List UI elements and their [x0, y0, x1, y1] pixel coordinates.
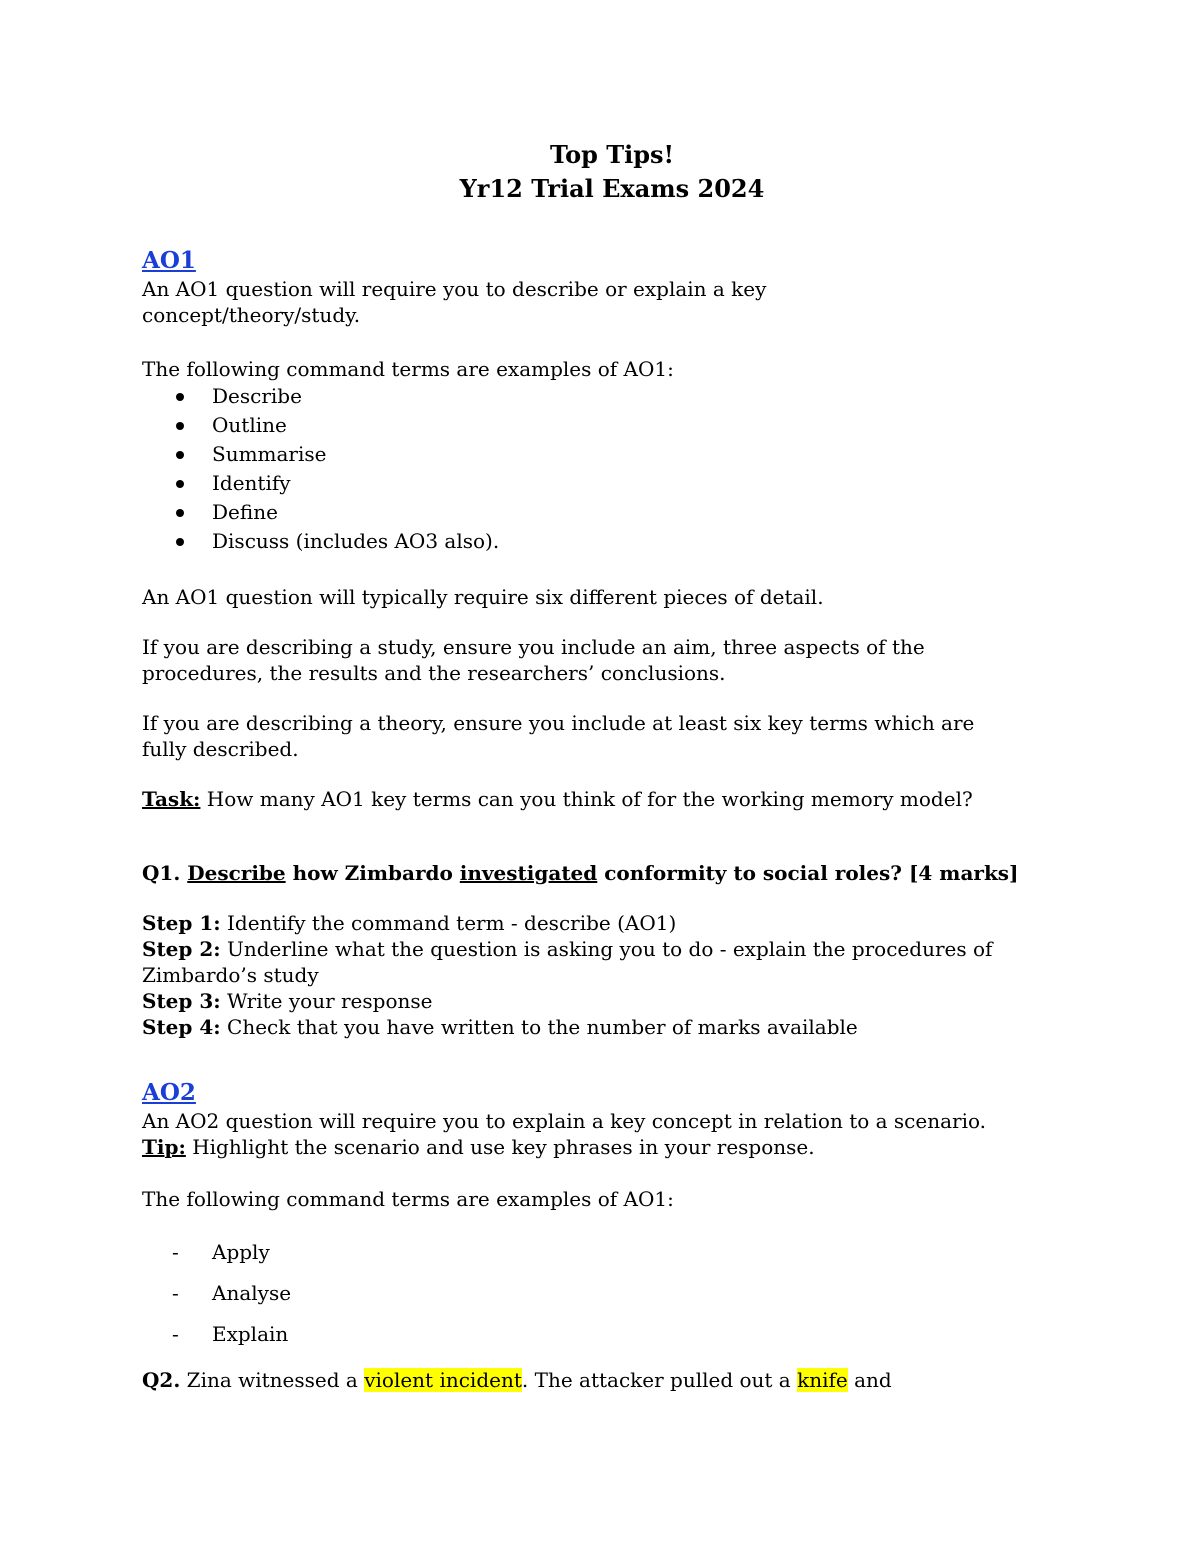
list-item: Identify	[142, 469, 1082, 498]
bullet-icon	[176, 509, 184, 517]
step-4: Step 4: Check that you have written to the number of marks available	[142, 1015, 858, 1039]
dash-icon: -	[172, 1322, 179, 1346]
step-1: Step 1: Identify the command term - describe (AO1)	[142, 911, 677, 935]
step-2: Step 2: Underline what the question is asking you to do - explain the procedures of	[142, 937, 993, 961]
list-item: Summarise	[142, 440, 1082, 469]
dash-icon: -	[172, 1240, 179, 1264]
list-item: - Explain	[142, 1314, 1082, 1355]
task-label: Task:	[142, 787, 201, 811]
list-item: Define	[142, 498, 1082, 527]
bullet-icon	[176, 451, 184, 459]
q1-command-term: Describe	[187, 861, 286, 885]
step-2-continued: Zimbardo’s study	[142, 963, 319, 987]
highlight-knife: knife	[797, 1368, 848, 1392]
highlight-violent-incident: violent incident	[364, 1368, 522, 1392]
q1-focus-term: investigated	[459, 861, 598, 885]
bullet-icon	[176, 393, 184, 401]
q1-question: Q1. Describe how Zimbardo investigated conformity to social roles? [4 marks]	[142, 861, 1019, 885]
step-3: Step 3: Write your response	[142, 989, 433, 1013]
bullet-icon	[176, 538, 184, 546]
ao2-intro: An AO2 question will require you to explain a key concept in relation to a scenario.	[142, 1109, 987, 1133]
tip-text: Highlight the scenario and use key phrases in your response.	[185, 1135, 815, 1159]
ao1-detail-note: An AO1 question will typically require six different pieces of detail.	[142, 585, 824, 609]
list-item: Discuss (includes AO3 also).	[142, 527, 1082, 556]
ao1-theory-tip-line2: fully described.	[142, 737, 299, 761]
ao2-tip	[142, 1134, 1082, 1160]
document-content	[142, 138, 1082, 1393]
list-item: - Analyse	[142, 1273, 1082, 1314]
q2-question: Q2. Zina witnessed a violent incident. The attacker pulled out a knife and	[142, 1368, 892, 1392]
ao2-command-terms-intro: The following command terms are examples of AO1:	[142, 1187, 674, 1211]
ao1-heading-link[interactable]: AO1	[142, 247, 196, 274]
task-text: How many AO1 key terms can you think of for the working memory model?	[200, 787, 973, 811]
ao2-heading-link[interactable]: AO2	[142, 1079, 196, 1106]
bullet-icon	[176, 422, 184, 430]
ao1-intro-line1: An AO1 question will require you to describe or explain a key	[142, 277, 767, 301]
ao1-task	[142, 786, 1082, 812]
tip-label: Tip:	[142, 1135, 186, 1159]
ao2-command-terms-list	[142, 1232, 1082, 1355]
ao1-theory-tip-line1: If you are describing a theory, ensure you include at least six key terms which are	[142, 711, 975, 735]
list-item: Outline	[142, 411, 1082, 440]
ao1-command-terms-list	[142, 382, 1082, 556]
list-item: - Apply	[142, 1232, 1082, 1273]
ao1-intro-line2: concept/theory/study.	[142, 303, 361, 327]
ao1-command-terms-intro: The following command terms are examples of AO1:	[142, 357, 674, 381]
bullet-icon	[176, 480, 184, 488]
page-subtitle: Yr12 Trial Exams 2024	[459, 174, 765, 203]
ao1-study-tip-line1: If you are describing a study, ensure you include an aim, three aspects of the	[142, 635, 925, 659]
page-title: Top Tips!	[549, 140, 675, 169]
list-item: Describe	[142, 382, 1082, 411]
ao1-study-tip-line2: procedures, the results and the researchers’ conclusions.	[142, 661, 726, 685]
dash-icon: -	[172, 1281, 179, 1305]
